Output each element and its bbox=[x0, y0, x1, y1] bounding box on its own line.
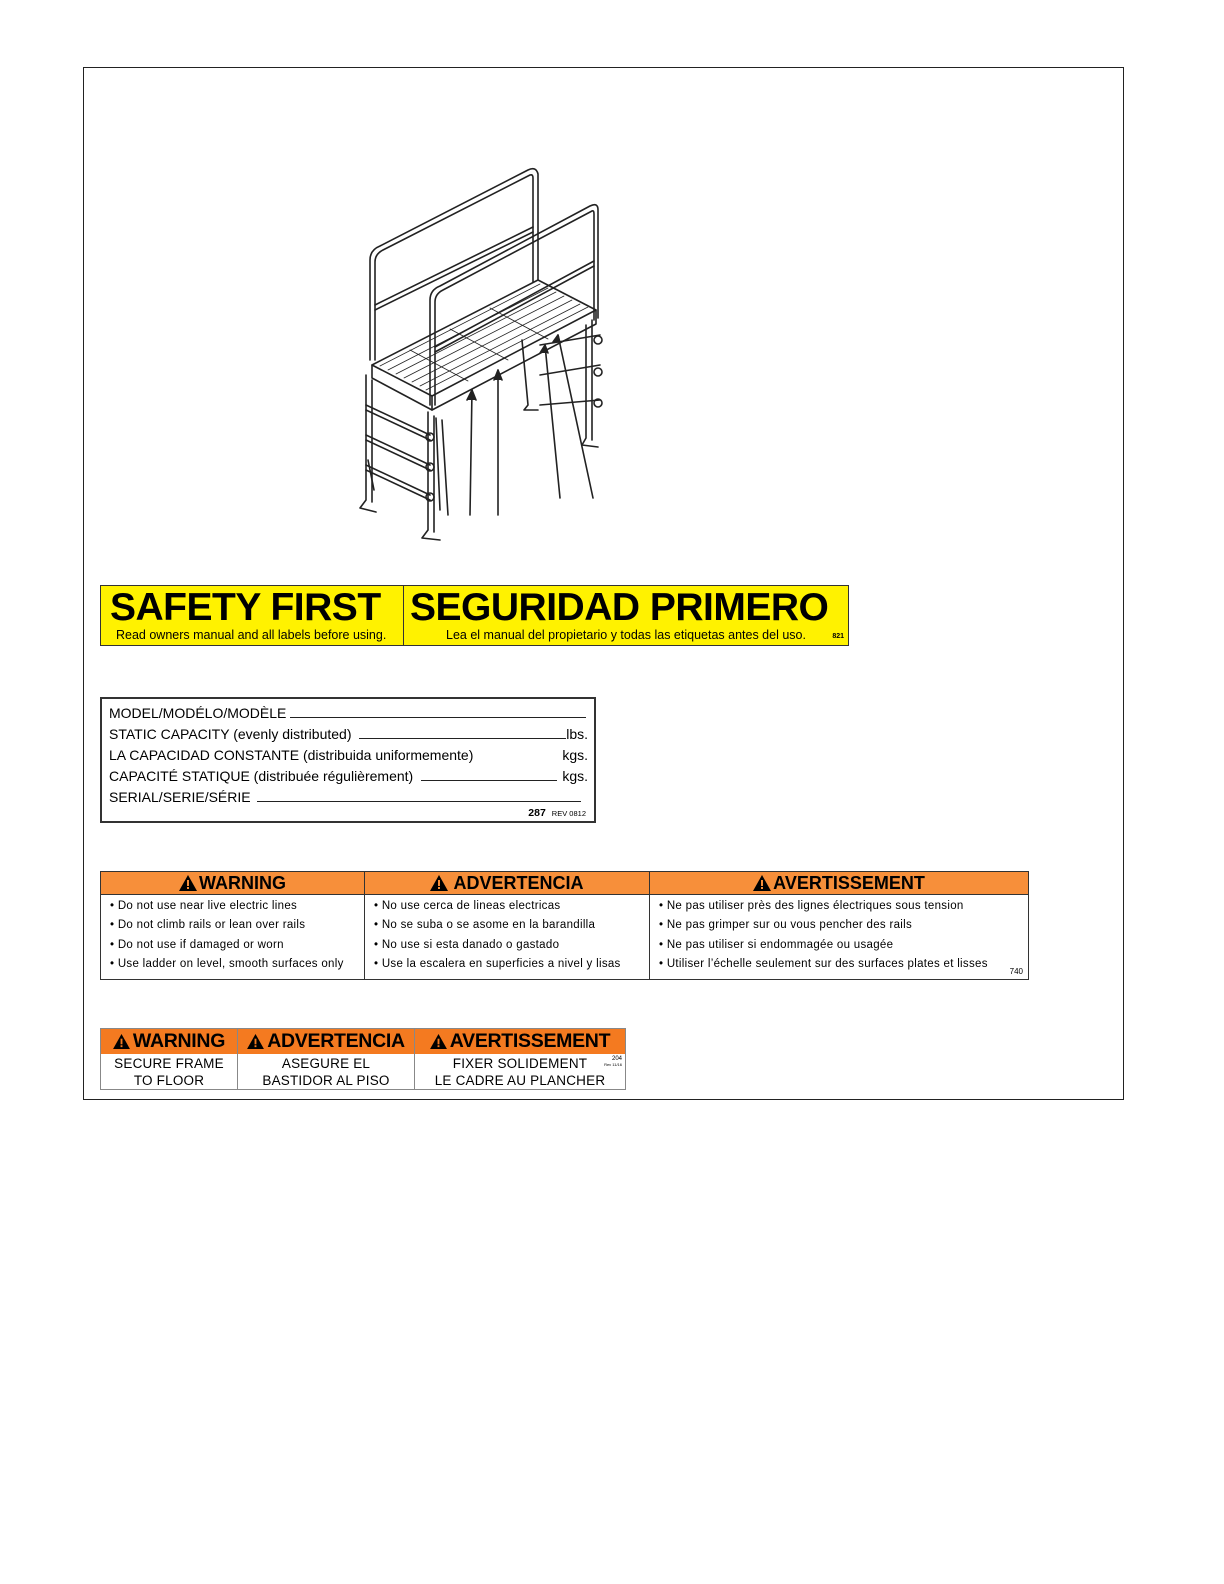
warning-triangle-icon bbox=[247, 1034, 264, 1049]
secure-frame-column-es bbox=[238, 1029, 415, 1089]
secure-frame-column-en bbox=[101, 1029, 238, 1089]
label-code: 287 REV 0812 bbox=[528, 807, 586, 819]
instruction-line: FIXER SOLIDEMENT bbox=[452, 1056, 588, 1071]
label-code: 740 bbox=[1009, 967, 1023, 976]
instruction-line: LE CADRE AU PLANCHER bbox=[434, 1072, 606, 1088]
warning-column-es bbox=[365, 872, 650, 979]
static-capacity-label: STATIC CAPACITY (evenly distributed) bbox=[109, 726, 352, 742]
kgs-unit: kgs. bbox=[562, 747, 588, 763]
warning-label-740 bbox=[100, 871, 1029, 980]
warning-item: • Ne pas utiliser si endommagée ou usagée bbox=[659, 938, 894, 951]
label-code: 821 bbox=[832, 633, 844, 640]
la-capacidad-label: LA CAPACIDAD CONSTANTE (distribuida uniformemente) bbox=[109, 747, 474, 763]
instruction-line: BASTIDOR AL PISO bbox=[262, 1072, 390, 1088]
warning-item: • Use la escalera en superficies a nivel y lisas bbox=[374, 957, 621, 970]
warning-triangle-icon bbox=[753, 875, 771, 891]
warning-triangle-icon bbox=[430, 875, 448, 891]
seguridad-primero-title: SEGURIDAD PRIMERO bbox=[410, 586, 829, 629]
warning-item: • No se suba o se asome en la barandilla bbox=[374, 919, 596, 932]
warning-column-fr bbox=[650, 872, 1028, 979]
warning-column-en bbox=[101, 872, 365, 979]
lbs-unit: lbs. bbox=[566, 726, 588, 742]
warning-item: • Ne pas utiliser près des lignes électriques sous tension bbox=[659, 900, 964, 912]
safety-first-label bbox=[100, 585, 849, 646]
avertissement-title: AVERTISSEMENT bbox=[773, 872, 925, 893]
instruction-line: ASEGURE EL bbox=[281, 1056, 371, 1071]
model-capacity-label bbox=[100, 697, 596, 823]
avertissement-title: AVERTISSEMENT bbox=[449, 1030, 611, 1052]
warning-label-204 bbox=[100, 1028, 626, 1090]
secure-frame-column-fr bbox=[415, 1029, 625, 1089]
warning-item: • Ne pas grimper sur ou vous pencher des rails bbox=[659, 919, 913, 932]
warning-item: • Do not climb rails or lean over rails bbox=[110, 919, 306, 932]
safety-first-text: Read owners manual and all labels before using. bbox=[116, 628, 387, 642]
advertencia-title: ADVERTENCIA bbox=[267, 1030, 405, 1052]
warning-title: WARNING bbox=[132, 1030, 226, 1052]
warning-title: WARNING bbox=[199, 872, 286, 893]
warning-triangle-icon bbox=[179, 875, 197, 891]
safety-first-title: SAFETY FIRST bbox=[110, 586, 381, 629]
warning-item: • Do not use if damaged or worn bbox=[110, 938, 284, 951]
warning-item: • Do not use near live electric lines bbox=[110, 900, 298, 912]
instruction-line: TO FLOOR bbox=[133, 1072, 205, 1088]
warning-item: • Use ladder on level, smooth surfaces only bbox=[110, 957, 344, 970]
seguridad-primero-text: Lea el manual del propietario y todas las etiquetas antes del uso. bbox=[446, 628, 806, 642]
warning-triangle-icon bbox=[113, 1034, 130, 1049]
advertencia-title: ADVERTENCIA bbox=[453, 872, 584, 893]
model-field-label: MODEL/MODÉLO/MODÈLE bbox=[109, 705, 287, 721]
capacite-label: CAPACITÉ STATIQUE (distribuée régulièrement) bbox=[109, 768, 414, 784]
serial-label: SERIAL/SERIE/SÉRIE bbox=[109, 789, 251, 805]
instruction-line: SECURE FRAME bbox=[114, 1056, 224, 1071]
warning-item: • Utiliser l’échelle seulement sur des surfaces plates et lisses bbox=[659, 957, 988, 970]
warning-triangle-icon bbox=[430, 1034, 447, 1049]
work-platform-illustration bbox=[350, 160, 620, 545]
kgs-unit: kgs. bbox=[562, 768, 588, 784]
label-code: 204 Rev 11/16 bbox=[604, 1056, 622, 1067]
warning-item: • No use si esta danado o gastado bbox=[374, 938, 560, 951]
warning-item: • No use cerca de lineas electricas bbox=[374, 900, 561, 912]
